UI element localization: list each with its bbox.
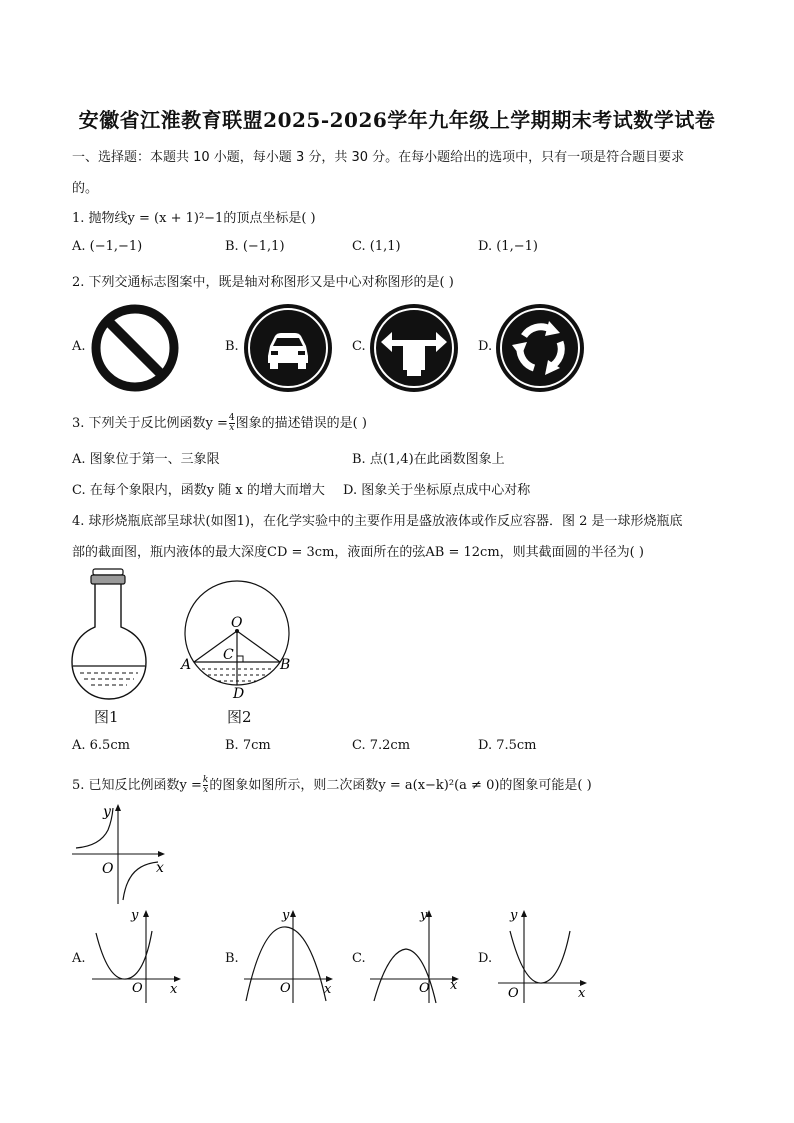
label-d: D [233,686,245,702]
section-heading-line2: 的。 [72,181,99,196]
q5c-y-label: y [420,908,428,923]
q5a-origin-label: O [132,981,143,996]
q5-stem [72,774,592,795]
q5-stem-after: 的图象如图所示，则二次函数y = a(x−k)²(a ≠ 0)的图象可能是( ) [209,778,592,793]
q4-stem-line2: 部的截面图，瓶内液体的最大深度CD = 3cm，液面所在的弦AB = 12cm，则其截面圆的半径为( ) [72,545,644,560]
q5-frac-num: k [202,775,209,785]
turn-left-right-sign-icon [368,302,460,394]
hyperbola-x-label: x [156,860,164,876]
q5-fraction [203,776,208,795]
q1-stem: 1. 抛物线y = (x + 1)²−1的顶点坐标是( ) [72,211,316,226]
q4-stem-line1: 4. 球形烧瓶底部呈球状(如图1)，在化学实验中的主要作用是盛放液体或作反应容器．图 2 是一球形烧瓶底 [72,514,683,529]
circle-section-figure [178,575,298,705]
q2-label-d: D. [478,339,493,354]
figure2-caption: 图2 [227,708,252,726]
q3-frac-den: x [229,423,235,433]
q5-label-d: D. [478,951,493,966]
hyperbola-graph [70,802,170,908]
q5d-origin-label: O [508,986,519,1001]
q5-label-c: C. [352,951,366,966]
q5d-y-label: y [510,908,518,923]
q4-option-c: C. 7.2cm [352,738,411,753]
q5-parabola-a [88,905,188,1007]
section-heading-line1: 一、选择题：本题共 10 小题，每小题 3 分，共 30 分。在每小题给出的选项中，只有一项是符合题目要求 [72,150,685,165]
page-title: 安徽省江淮教育联盟2025-2026学年九年级上学期期末考试数学试卷 [78,108,716,132]
q5-label-a: A. [72,951,86,966]
q5b-x-label: x [324,982,332,997]
q2-stem: 2. 下列交通标志图案中，既是轴对称图形又是中心对称图形的是( ) [72,275,454,290]
q1-option-d: D. (1,−1) [478,239,538,254]
no-entry-sign-icon [89,302,181,394]
q1-option-c: C. (1,1) [352,239,401,254]
figure1-caption: 图1 [94,708,119,726]
q5a-y-label: y [131,908,139,923]
q5-label-b: B. [225,951,239,966]
car-sign-icon [242,302,334,394]
q3-option-d: D. 图象关于坐标原点成中心对称 [343,483,531,498]
q5d-x-label: x [578,986,586,1001]
q3-fraction [229,414,235,433]
q3-option-b: B. 点(1,4)在此函数图象上 [352,452,505,467]
q3-option-c: C. 在每个象限内，函数y 随 x 的增大而增大 [72,483,325,498]
q4-option-d: D. 7.5cm [478,738,537,753]
q4-option-a: A. 6.5cm [72,738,130,753]
q5c-x-label: x [450,978,458,993]
q5-parabola-d [494,905,594,1007]
q5-parabola-c [366,905,466,1007]
q2-label-c: C. [352,339,366,354]
q5-stem-before: 5. 已知反比例函数y = [72,778,202,793]
q5c-origin-label: O [419,981,430,996]
q5b-y-label: y [282,908,290,923]
hyperbola-y-label: y [103,804,111,820]
label-c: C [223,647,234,663]
q5b-origin-label: O [280,981,291,996]
q1-option-b: B. (−1,1) [225,239,285,254]
q2-label-a: A. [72,339,86,354]
label-o: O [231,615,243,631]
q5a-x-label: x [170,982,178,997]
q3-stem [72,412,367,433]
q3-stem-after: 图象的描述错误的是( ) [235,416,367,431]
label-b: B [280,657,291,673]
q5-frac-den: x [203,785,209,795]
q3-stem-before: 3. 下列关于反比例函数y = [72,416,228,431]
q3-option-a: A. 图象位于第一、三象限 [72,452,220,467]
label-a: A [181,657,192,673]
hyperbola-origin-label: O [102,861,114,877]
flask-figure [66,565,152,700]
q4-option-b: B. 7cm [225,738,271,753]
q1-option-a: A. (−1,−1) [72,239,143,254]
q2-label-b: B. [225,339,239,354]
q5-parabola-b [240,905,340,1007]
roundabout-sign-icon [494,302,586,394]
q3-frac-num: 4 [228,413,235,423]
